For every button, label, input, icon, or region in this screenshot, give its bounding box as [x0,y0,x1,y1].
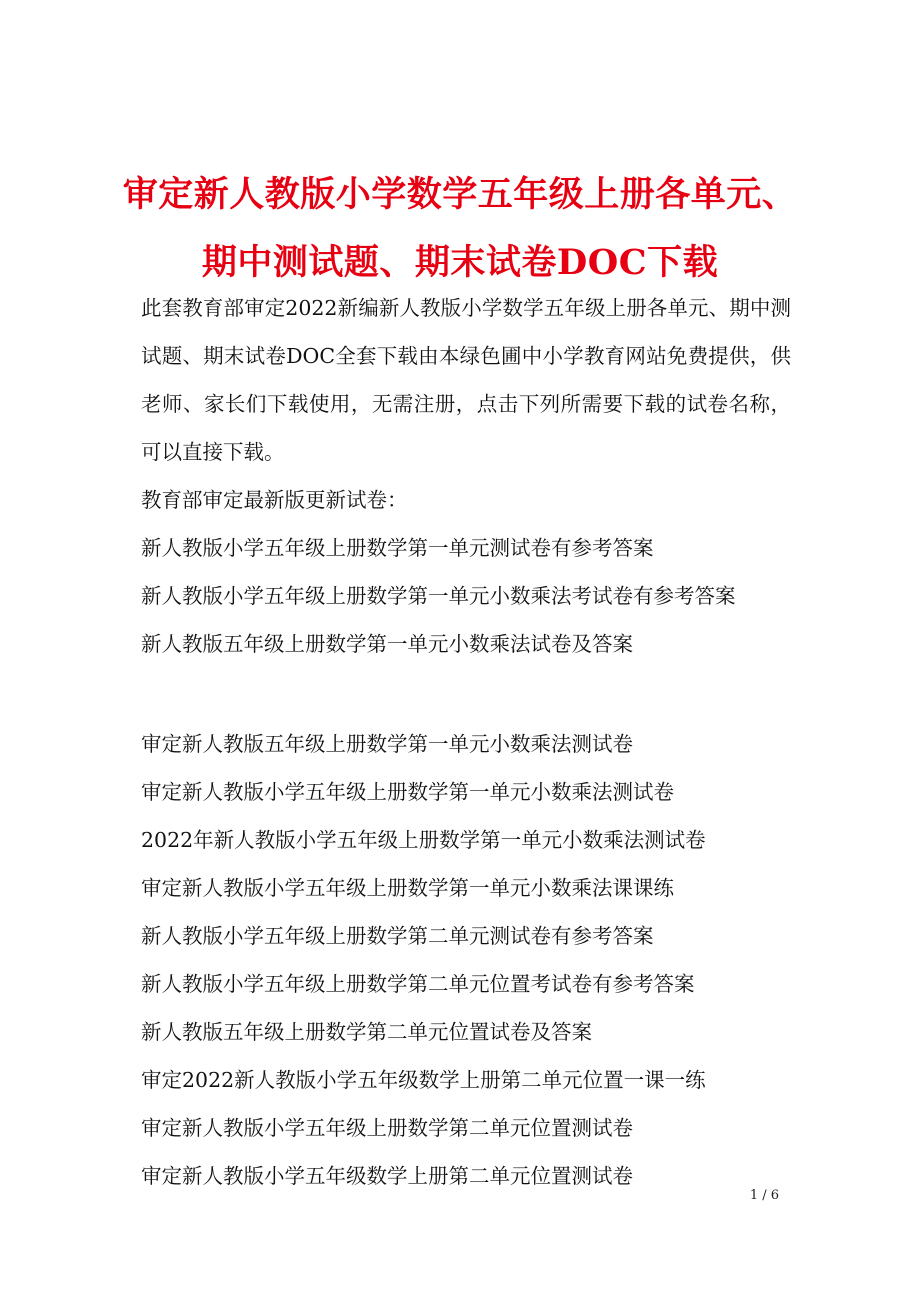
exam-link-item[interactable]: 新人教版五年级上册数学第一单元小数乘法试卷及答案 [141,632,633,656]
page-number-indicator: 1 / 6 [749,1188,779,1203]
document-body [141,284,791,1200]
exam-link-item[interactable]: 审定新人教版小学五年级上册数学第一单元小数乘法测试卷 [141,780,674,804]
exam-link-item[interactable]: 新人教版五年级上册数学第二单元位置试卷及答案 [141,1020,592,1044]
exam-link-item[interactable]: 审定2022新人教版小学五年级数学上册第二单元位置一课一练 [141,1068,706,1092]
exam-link-item[interactable]: 新人教版小学五年级上册数学第一单元小数乘法考试卷有参考答案 [141,584,736,608]
exam-link-item[interactable]: 新人教版小学五年级上册数学第二单元位置考试卷有参考答案 [141,972,695,996]
exam-link-item[interactable]: 审定新人教版五年级上册数学第一单元小数乘法测试卷 [141,732,633,756]
exam-link-item[interactable]: 审定新人教版小学五年级上册数学第一单元小数乘法课课练 [141,876,674,900]
document-title-line-1: 审定新人教版小学数学五年级上册各单元、 [122,174,798,216]
exam-link-item[interactable]: 2022年新人教版小学五年级上册数学第一单元小数乘法测试卷 [141,828,706,852]
document-title-line-2: 期中测试题、期末试卷DOC下载 [201,242,719,284]
exam-link-item[interactable]: 新人教版小学五年级上册数学第一单元测试卷有参考答案 [141,536,654,560]
document-title [60,161,860,297]
exam-link-item[interactable]: 新人教版小学五年级上册数学第二单元测试卷有参考答案 [141,924,654,948]
intro-paragraph: 此套教育部审定2022新编新人教版小学数学五年级上册各单元、期中测试题、期末试卷DOC全套下载由本绿色圃中小学教育网站免费提供，供老师、家长们下载使用，无需注册，点击下列所需要下载的试卷名称，可以直接下载。 [141,296,791,464]
section-heading: 教育部审定最新版更新试卷： [141,488,408,512]
exam-link-item[interactable]: 审定新人教版小学五年级上册数学第二单元位置测试卷 [141,1116,633,1140]
exam-list-group-a [141,524,791,668]
exam-list-group-b [141,720,791,1200]
exam-link-item[interactable]: 审定新人教版小学五年级数学上册第二单元位置测试卷 [141,1164,633,1188]
